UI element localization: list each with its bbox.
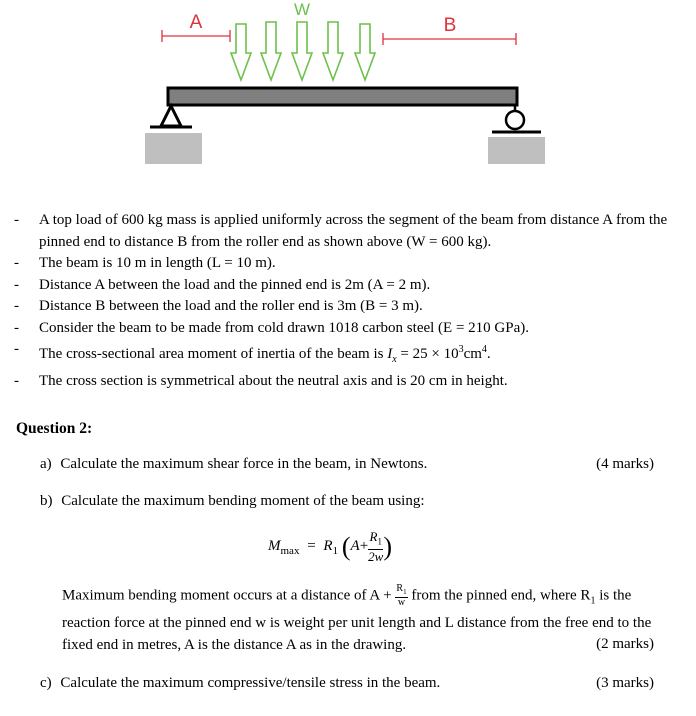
beam-diagram — [0, 0, 696, 200]
roller-support — [488, 106, 545, 164]
ground-block-left — [145, 133, 202, 164]
question-title: Question 2: — [16, 420, 93, 437]
question-part-c: c) Calculate the maximum compressive/tensile stress in the beam. — [40, 675, 441, 691]
distributed-load-arrows — [231, 22, 375, 80]
dimension-b — [383, 15, 516, 45]
load-arrow — [355, 24, 375, 80]
bending-moment-note: Maximum bending moment occurs at a distance of A + $\frac{R_1}{w}$ from the pinned end, where $R_1$ is the reaction force at the pinned end w is weight per unit length and L distance from the free end to the fixed end in metres, A is the distance A as in the drawing. — [62, 583, 652, 654]
load-arrow — [323, 22, 343, 80]
beam — [168, 88, 517, 105]
list-item: - Distance A between the load and the pinned end is 2m (A = 2 m). — [14, 276, 431, 293]
list-item: - Consider the beam to be made from cold drawn 1018 carbon steel (E = 210 GPa). — [14, 319, 529, 336]
dimension-a — [162, 12, 230, 42]
list-item: - The cross-sectional area moment of inertia of the beam is $I_x = 25 \times 10^3cm^4$. — [14, 341, 491, 365]
load-arrow — [292, 22, 312, 80]
marks-a: (4 marks) — [596, 456, 654, 472]
list-item: - Distance B between the load and the roller end is 3m (B = 3 m). — [14, 298, 423, 314]
pinned-support — [145, 106, 202, 164]
load-arrow — [261, 22, 281, 80]
problem-statement-list — [14, 210, 674, 392]
label-a: A — [189, 12, 203, 33]
list-item: - The beam is 10 m in length (L = 10 m). — [14, 255, 276, 271]
list-item: - The cross section is symmetrical about the neutral axis and is 20 cm in height. — [14, 372, 508, 389]
bending-moment-formula: $M_{max} = R_1$ (A+ $\frac{R_1}{2w}$ ) — [268, 529, 392, 564]
load-arrow — [231, 24, 251, 80]
marks-b: (2 marks) — [596, 636, 654, 652]
question-part-a: a) Calculate the maximum shear force in the beam, in Newtons. — [40, 456, 428, 472]
label-b: B — [443, 15, 457, 36]
question-part-b: b) Calculate the maximum bending moment of the beam using: — [40, 493, 425, 509]
label-w: W — [293, 0, 311, 19]
marks-c: (3 marks) — [596, 675, 654, 691]
ground-block-right — [488, 137, 545, 164]
list-item: - A top load of 600 kg mass is applied uniformly across the segment of the beam from distance A from the pinned end to distance B from the roller end as shown above (W = 600 kg). — [14, 212, 668, 250]
